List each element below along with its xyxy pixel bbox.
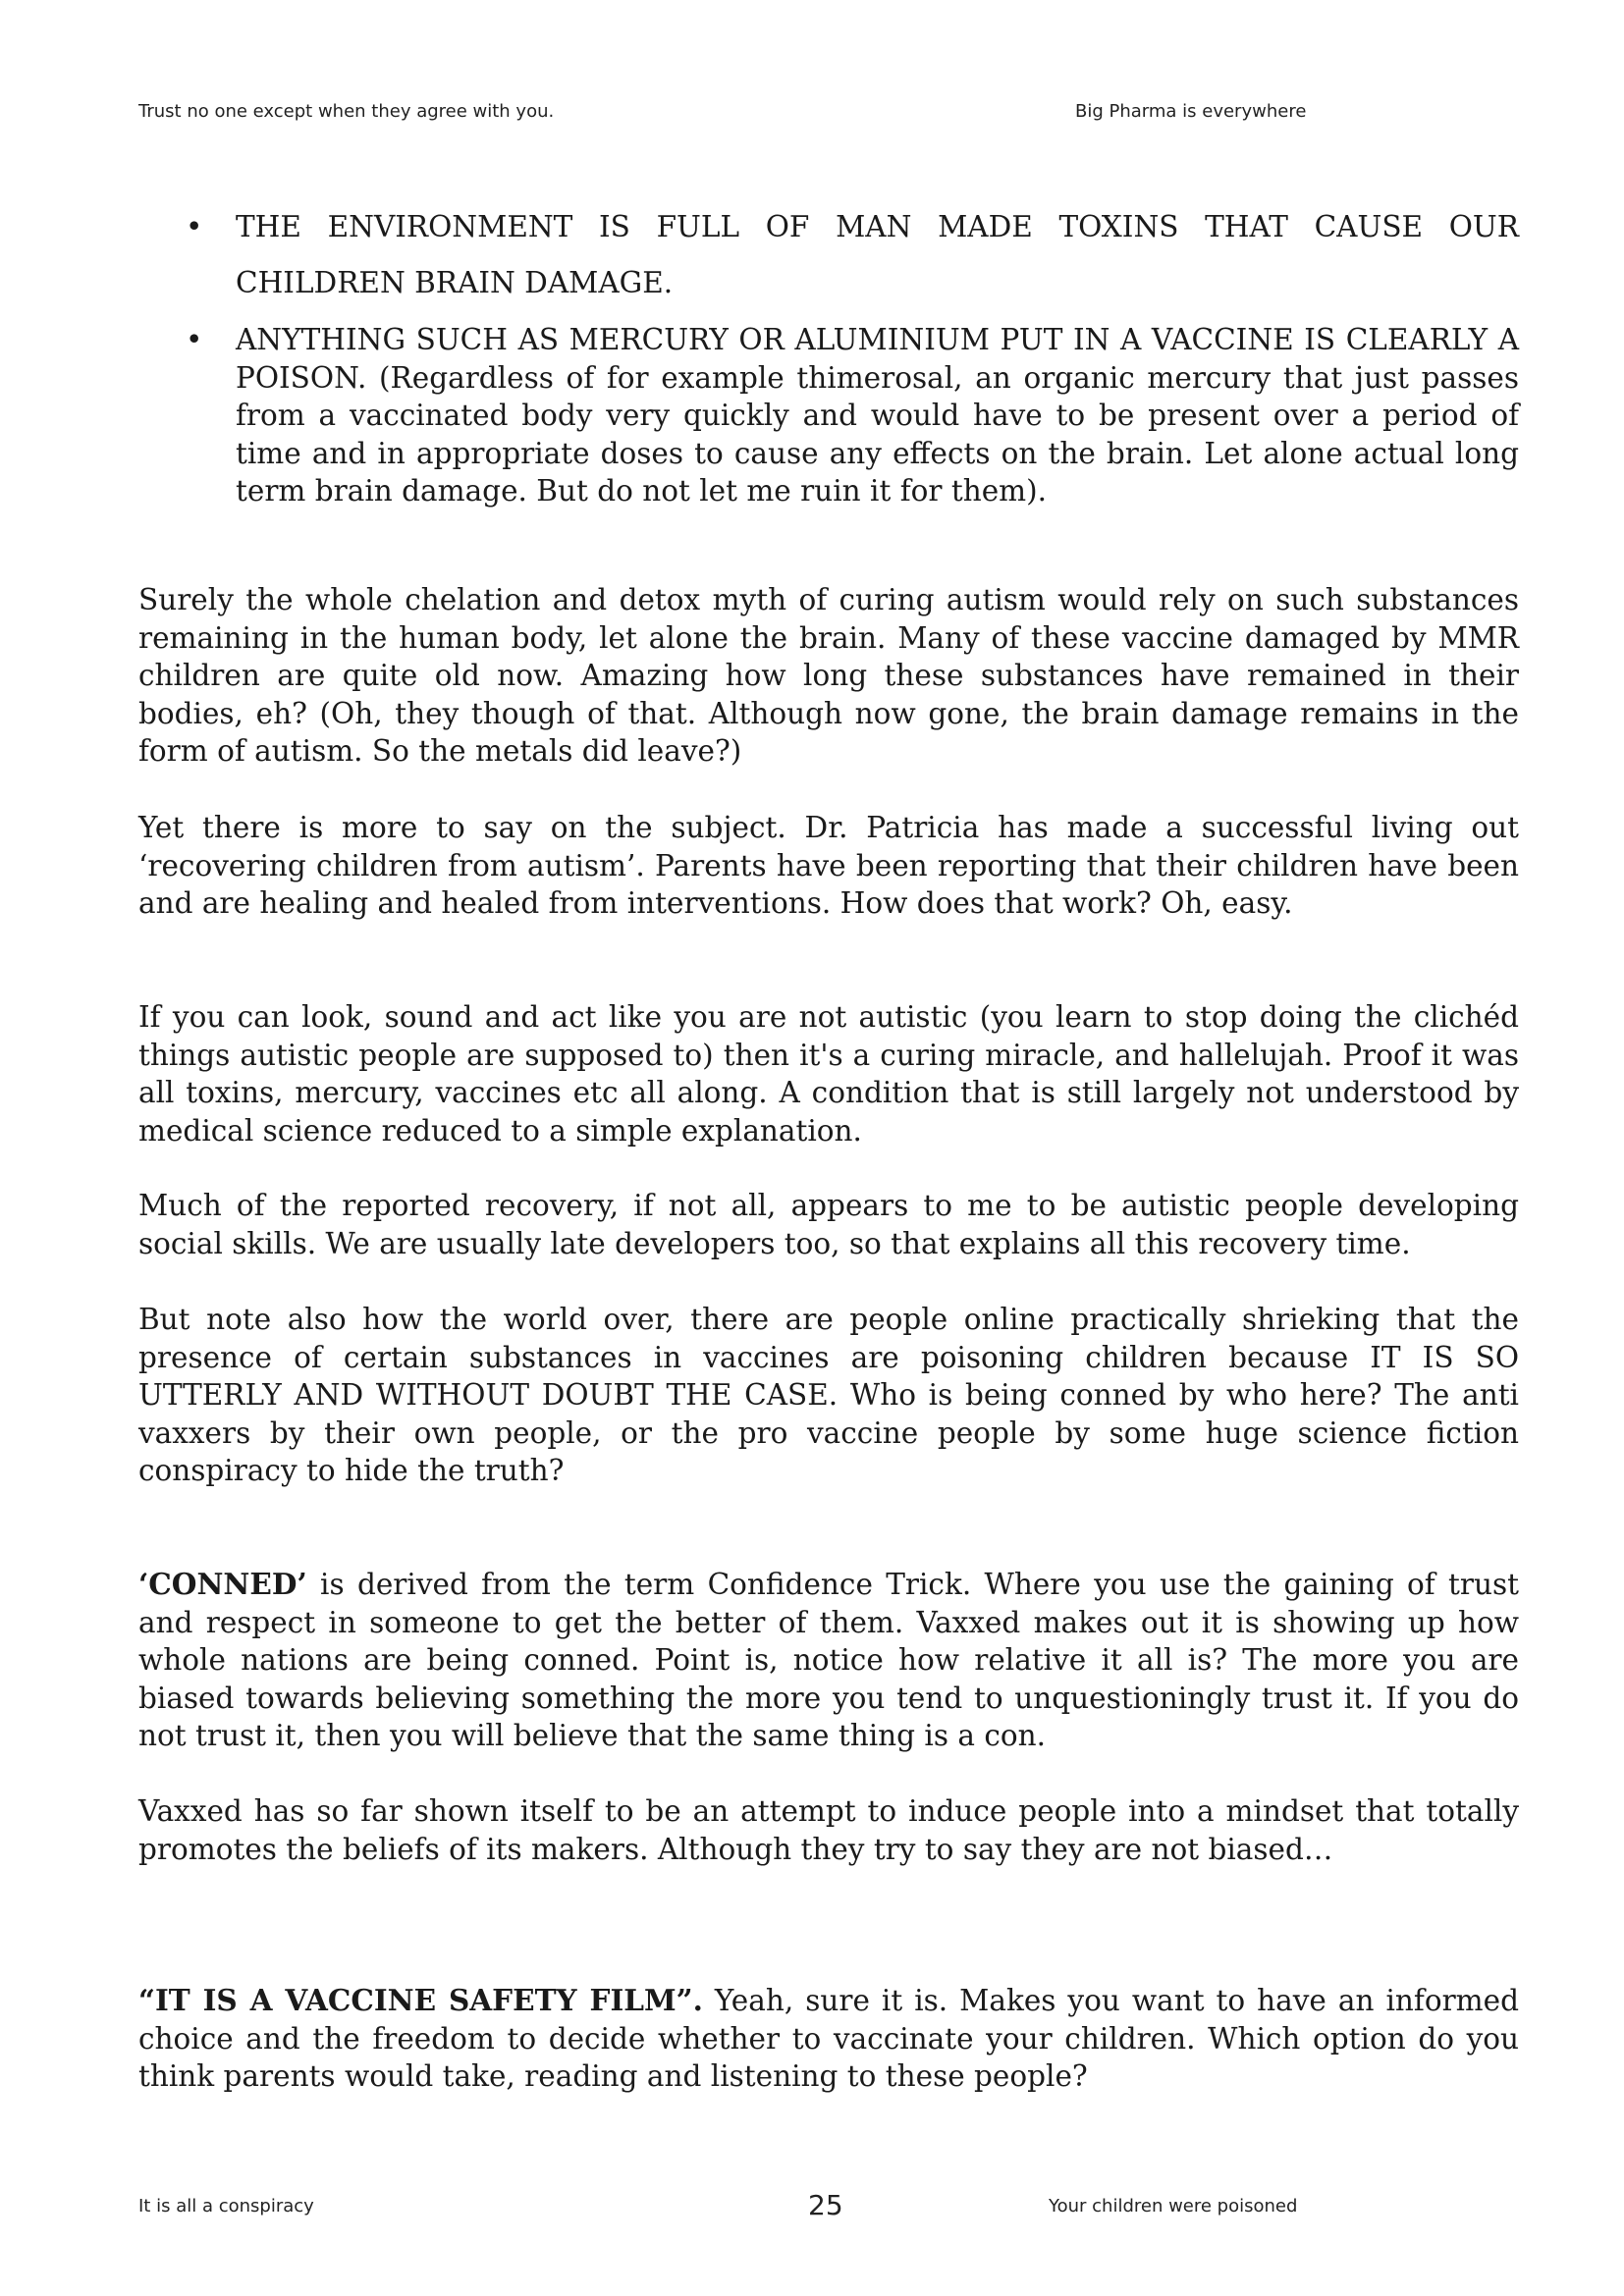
paragraph-social-skills: Much of the reported recovery, if not all, appears to me to be autistic people developing social skills. We are usually late developers too, so that explains all this recovery time. bbox=[138, 1189, 1519, 1260]
bullet-text: THE ENVIRONMENT IS FULL OF MAN MADE TOXINS THAT CAUSE OUR CHILDREN BRAIN DAMAGE. bbox=[236, 210, 1519, 299]
paragraph-conned bbox=[138, 1566, 1519, 1755]
paragraph-recovery-claims: Yet there is more to say on the subject. Dr. Patricia has made a successful living out ‘recovering children from autism’. Parents have been reporting that their children have been and are healing and healed from interventions. How does that work? Oh, easy. bbox=[138, 811, 1519, 921]
paragraph-safety-film bbox=[138, 1982, 1519, 2096]
paragraph-chelation: Surely the whole chelation and detox myth of curing autism would rely on such substances remaining in the human body, let alone the brain. Many of these vaccine damaged by MMR children are quite old now. Amazing how long these substances have remained in their bodies, eh? (Oh, they though of that. Although now gone, the brain damage remains in the form of autism. So the metals did leave?) bbox=[138, 583, 1519, 769]
paragraph-vaxxed-mindset: Vaxxed has so far shown itself to be an attempt to induce people into a mindset that totally promotes the beliefs of its makers. Although they try to say they are not biased… bbox=[138, 1794, 1519, 1866]
bullet-marker: • bbox=[186, 323, 203, 356]
running-footer-left: It is all a conspiracy bbox=[138, 2196, 314, 2216]
paragraph-curing-miracle: If you can look, sound and act like you are not autistic (you learn to stop doing the clichéd things autistic people are supposed to) then it's a curing miracle, and hallelujah. Proof it was all toxins, mercury, vaccines etc all along. A condition that is still largely not understood by medical science reduced to a simple explanation. bbox=[138, 1000, 1519, 1148]
running-header-left: Trust no one except when they agree with you. bbox=[138, 101, 555, 122]
bullet-item bbox=[138, 199, 1519, 311]
bullet-text: ANYTHING SUCH AS MERCURY OR ALUMINIUM PUT IN A VACCINE IS CLEARLY A POISON. (Regardless of for example thimerosal, an organic mercury that just passes from a vaccinated body very quickly and would have to be present over a period of time and in appropriate doses to cause any effects on the brain. Let alone actual long term brain damage. But do not let me ruin it for them). bbox=[236, 323, 1519, 508]
safety-film-heading: “IT IS A VACCINE SAFETY FILM”. bbox=[138, 1983, 703, 2017]
conned-text: is derived from the term Confidence Trick. Where you use the gaining of trust and respect in someone to get the better of them. Vaxxed makes out it is showing up how whole nations are being conned. Point is, notice how relative it all is? The more you are biased towards believing something the more you tend to unquestioningly trust it. If you do not trust it, then you will believe that the same thing is a con. bbox=[138, 1568, 1519, 1753]
conned-heading: ‘CONNED’ bbox=[138, 1567, 307, 1601]
bullet-list bbox=[138, 199, 1519, 510]
page-number: 25 bbox=[808, 2189, 843, 2221]
bullet-marker: • bbox=[186, 210, 203, 243]
paragraph-who-is-conned: But note also how the world over, there are people online practically shrieking that the presence of certain substances in vaccines are poisoning children because IT IS SO UTTERLY AND WITHOUT DOUBT THE CASE. Who is being conned by who here? The anti vaxxers by their own people, or the pro vaccine people by some huge science fiction conspiracy to hide the truth? bbox=[138, 1303, 1519, 1488]
safety-film-text: Yeah, sure it is. Makes you want to have an informed choice and the freedom to decide whether to vaccinate your children. Which option do you think parents would take, reading and listening to these people? bbox=[138, 1984, 1519, 2094]
running-header-right: Big Pharma is everywhere bbox=[1075, 101, 1307, 122]
bullet-item bbox=[138, 321, 1519, 510]
running-footer-right: Your children were poisoned bbox=[1049, 2196, 1298, 2216]
